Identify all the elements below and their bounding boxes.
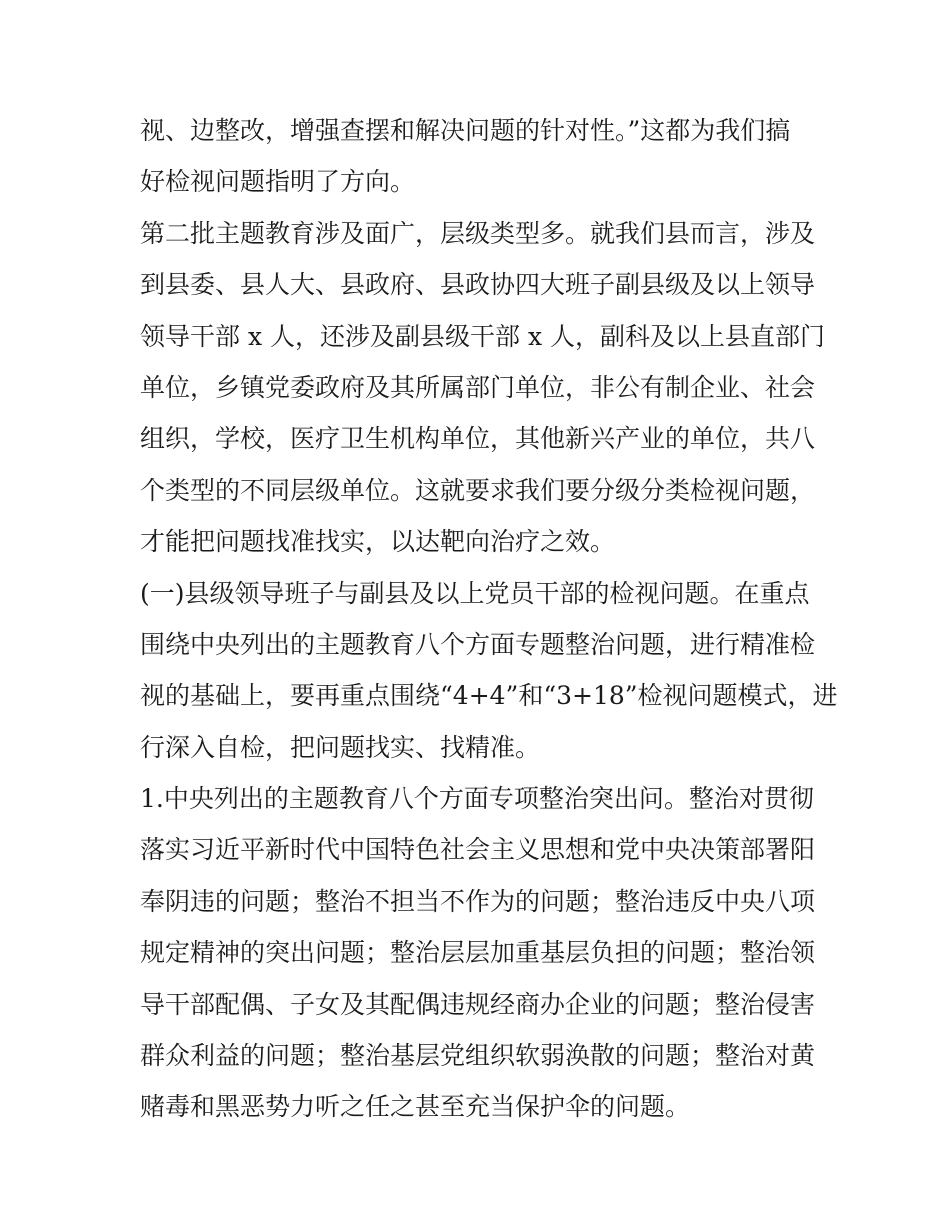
text-line: 才能把问题找准找实，以达靶向治疗之效。	[140, 527, 616, 557]
text-line: 群众利益的问题；整治基层党组织软弱涣散的问题；整治对黄	[140, 1041, 816, 1071]
text-line: 第二批主题教育涉及面广，层级类型多。就我们县而言，涉及	[140, 218, 816, 248]
text-line: 赌毒和黑恶势力听之任之甚至充当保护伞的问题。	[140, 1092, 691, 1122]
text-line: 领导干部 x 人，还涉及副县级干部 x 人，副科及以上县直部门	[140, 321, 825, 351]
text-line: 导干部配偶、子女及其配偶违规经商办企业的问题；整治侵害	[140, 989, 816, 1019]
text-line: 奉阴违的问题；整治不担当不作为的问题；整治违反中央八项	[140, 886, 816, 916]
text-line: 落实习近平新时代中国特色社会主义思想和党中央决策部署阳	[140, 835, 816, 865]
text-line: 1.中央列出的主题教育八个方面专项整治突出问。整治对贯彻	[140, 784, 814, 814]
text-line: 规定精神的突出问题；整治层层加重基层负担的问题；整治领	[140, 938, 816, 968]
text-line: 视的基础上，要再重点围绕“4+4”和“3+18”检视问题模式，进	[140, 681, 838, 711]
document-body	[140, 105, 838, 1133]
text-line: 单位，乡镇党委政府及其所属部门单位，非公有制企业、社会	[140, 372, 816, 402]
text-line: 视、边整改，增强查摆和解决问题的针对性。”这都为我们搞	[140, 116, 791, 145]
text-line: 组织，学校，医疗卫生机构单位，其他新兴产业的单位，共八	[140, 424, 816, 454]
text-line: 行深入自检，把问题找实、找精准。	[140, 732, 541, 762]
text-line: 围绕中央列出的主题教育八个方面专题整治问题，进行精准检	[140, 629, 816, 659]
text-line: 个类型的不同层级单位。这就要求我们要分级分类检视问题，	[140, 475, 816, 505]
text-line: 到县委、县人大、县政府、县政协四大班子副县级及以上领导	[140, 270, 816, 300]
text-line: 好检视问题指明了方向。	[140, 167, 416, 197]
text-line: (一)县级领导班子与副县及以上党员干部的检视问题。在重点	[140, 578, 810, 608]
